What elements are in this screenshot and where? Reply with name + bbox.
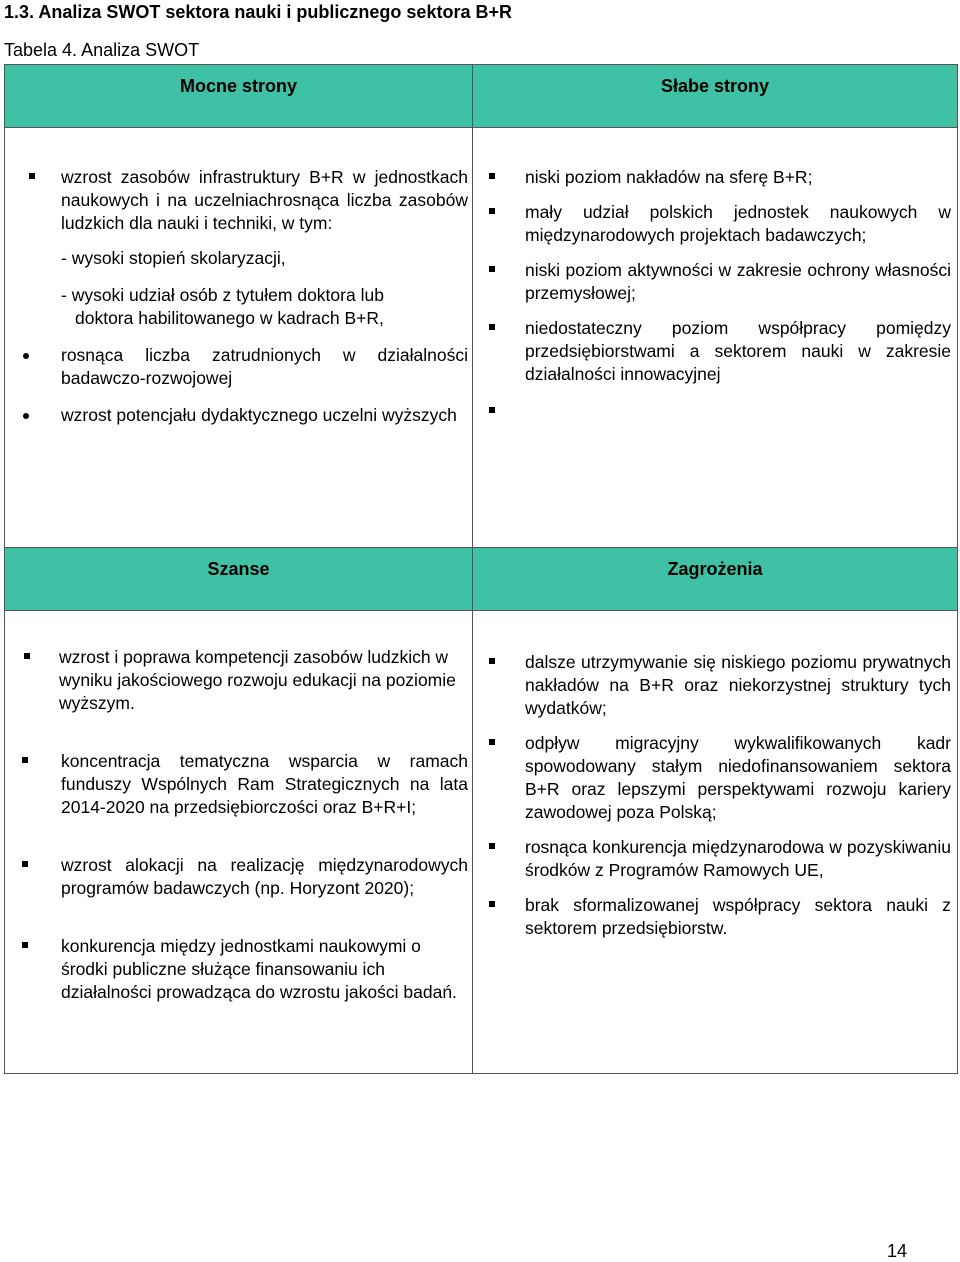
opportunities-item: wzrost alokacji na realizację międzynarodowych programów badawczych (np. Horyzont 2020); [5, 854, 468, 900]
threats-item: odpływ migracyjny wykwalifikowanych kadr spowodowany stałym niedofinansowaniem sektora B+R oraz lepszymi perspektywami rozwoju kariery zawodowej poza Polską; [473, 732, 951, 824]
threats-item: brak sformalizowanej współpracy sektora nauki z sektorem przedsiębiorstw. [473, 894, 951, 940]
square-bullet-icon [489, 658, 495, 664]
opportunities-item: koncentracja tematyczna wsparcia w ramach funduszy Wspólnych Ram Strategicznych na lata 2014-2020 na przedsiębiorczości oraz B+R+I; [5, 750, 468, 819]
strengths-item: wzrost zasobów infrastruktury B+R w jednostkach naukowych i na uczelniachrosnąca liczba zasobów ludzkich dla nauki i techniki, w tym: [5, 166, 468, 235]
threats-cell [473, 611, 958, 1074]
weaknesses-item: mały udział polskich jednostek naukowych w międzynarodowych projektach badawczych; [473, 201, 951, 247]
table-caption: Tabela 4. Analiza SWOT [4, 40, 200, 60]
square-bullet-icon [24, 653, 30, 659]
weaknesses-item: niski poziom aktywności w zakresie ochrony własności przemysłowej; [473, 259, 951, 305]
square-bullet-icon [22, 757, 28, 763]
opportunities-item: wzrost i poprawa kompetencji zasobów ludzkich w wyniku jakościowego rozwoju edukacji na poziomie wyższym. [5, 646, 468, 715]
square-bullet-icon [489, 843, 495, 849]
header-weaknesses: Słabe strony [473, 65, 958, 128]
square-bullet-icon [489, 266, 495, 272]
square-bullet-icon [489, 739, 495, 745]
page-number: 14 [887, 1241, 908, 1261]
weaknesses-item: niedostateczny poziom współpracy pomiędzy przedsiębiorstwami a sektorem nauki w zakresie działalności innowacyjnej [473, 317, 951, 386]
square-bullet-icon [489, 208, 495, 214]
strengths-subitem: - wysoki stopień skolaryzacji, [61, 248, 286, 268]
header-opportunities: Szanse [5, 548, 473, 611]
opportunities-item: konkurencja między jednostkami naukowymi o środki publiczne służące finansowaniu ich działalności prowadząca do wzrostu jakości badań. [5, 935, 468, 1004]
square-bullet-icon [489, 173, 495, 179]
strengths-item: wzrost potencjału dydaktycznego uczelni wyższych [5, 404, 468, 427]
strengths-subitem: - wysoki udział osób z tytułem doktora lub doktora habilitowanego w kadrach B+R, [61, 285, 384, 328]
strengths-item: rosnąca liczba zatrudnionych w działalności badawczo-rozwojowej [5, 344, 468, 390]
threats-item: rosnąca konkurencja międzynarodowa w pozyskiwaniu środków z Programów Ramowych UE, [473, 836, 951, 882]
weaknesses-item: niski poziom nakładów na sferę B+R; [473, 166, 951, 189]
section-heading: 1.3. Analiza SWOT sektora nauki i publicznego sektora B+R [4, 2, 512, 22]
square-bullet-icon [489, 901, 495, 907]
square-bullet-icon [22, 861, 28, 867]
round-bullet-icon [23, 413, 29, 419]
square-bullet-icon [22, 942, 28, 948]
weaknesses-item [473, 400, 951, 423]
header-threats: Zagrożenia [473, 548, 958, 611]
header-strengths: Mocne strony [5, 65, 473, 128]
round-bullet-icon [23, 353, 29, 359]
square-bullet-icon [29, 173, 35, 179]
swot-table [4, 64, 958, 1074]
threats-item: dalsze utrzymywanie się niskiego poziomu prywatnych nakładów na B+R oraz niekorzystnej struktury tych wydatków; [473, 651, 951, 720]
square-bullet-icon [489, 324, 495, 330]
strengths-cell [5, 128, 473, 548]
opportunities-cell [5, 611, 473, 1074]
square-bullet-icon [489, 407, 495, 413]
weaknesses-cell [473, 128, 958, 548]
